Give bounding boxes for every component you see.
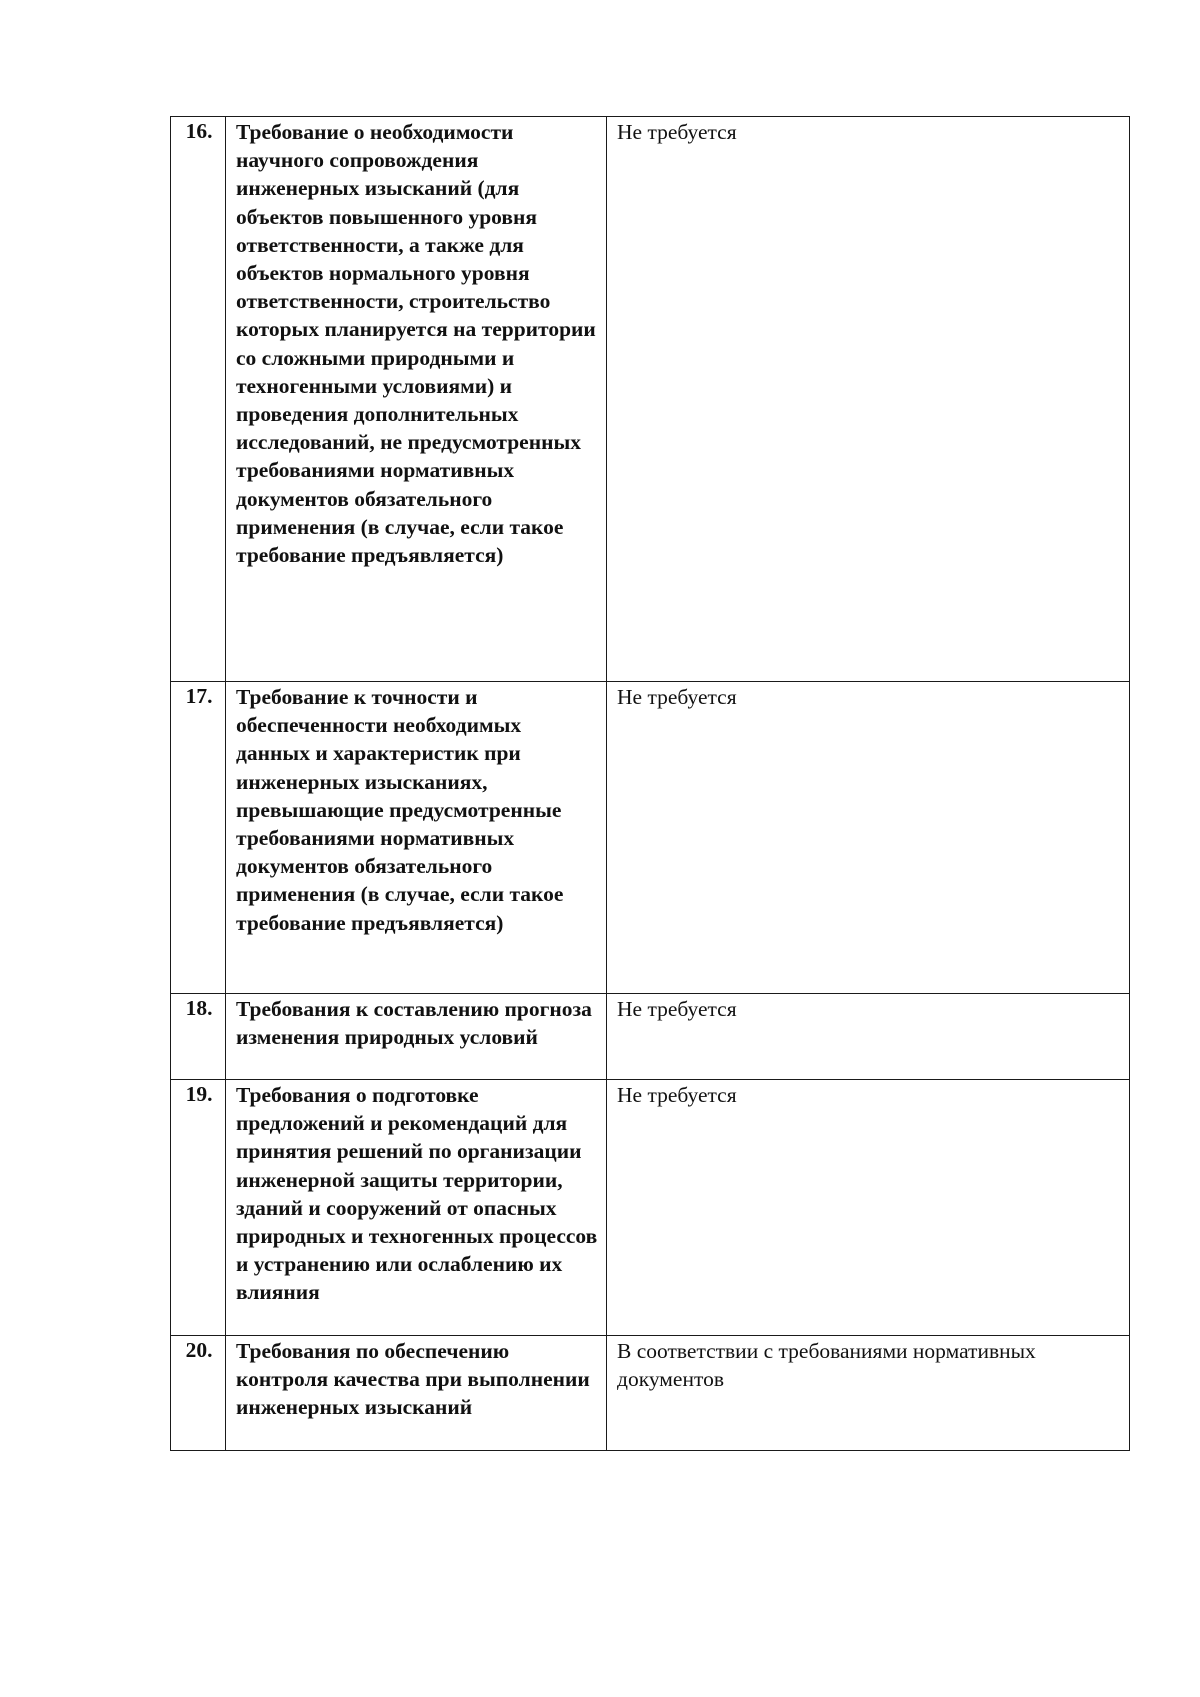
row-number: 20. (185, 1338, 213, 1362)
row-number-cell (171, 1336, 226, 1451)
requirement-value: Не требуется (607, 1080, 1130, 1336)
table-row (171, 117, 1130, 682)
table-row (171, 1336, 1130, 1451)
row-number-cell (171, 994, 226, 1080)
row-number: 16. (185, 119, 213, 143)
row-number-cell (171, 1080, 226, 1336)
requirements-table (170, 116, 1130, 1451)
requirement-text: Требование к точности и обеспеченности необходимых данных и характеристик при инженерных изысканиях, превышающие предусмотренные требованиями нормативных документов обязательного применения (в случае, если такое требование предъявляется) (226, 682, 607, 994)
requirement-text: Требования к составлению прогноза изменения природных условий (226, 994, 607, 1080)
table-row (171, 994, 1130, 1080)
table-row (171, 682, 1130, 994)
row-number: 18. (185, 996, 213, 1020)
requirement-text: Требование о необходимости научного сопровождения инженерных изысканий (для объектов повышенного уровня ответственности, а также для объектов нормального уровня ответственности, строительство которых планируется на территории со сложными природными и техногенными условиями) и проведения дополнительных исследований, не предусмотренных требованиями нормативных документов обязательного применения (в случае, если такое требование предъявляется) (226, 117, 607, 682)
requirement-value: В соответствии с требованиями нормативных документов (607, 1336, 1130, 1451)
row-number-cell (171, 682, 226, 994)
row-number: 19. (185, 1082, 213, 1106)
table-row (171, 1080, 1130, 1336)
requirement-text: Требования о подготовке предложений и рекомендаций для принятия решений по организации инженерной защиты территории, зданий и сооружений от опасных природных и техногенных процессов и устранению или ослаблению их влияния (226, 1080, 607, 1336)
requirement-value: Не требуется (607, 117, 1130, 682)
requirement-value: Не требуется (607, 682, 1130, 994)
requirement-value: Не требуется (607, 994, 1130, 1080)
row-number-cell (171, 117, 226, 682)
requirement-text: Требования по обеспечению контроля качества при выполнении инженерных изысканий (226, 1336, 607, 1451)
row-number: 17. (185, 684, 213, 708)
